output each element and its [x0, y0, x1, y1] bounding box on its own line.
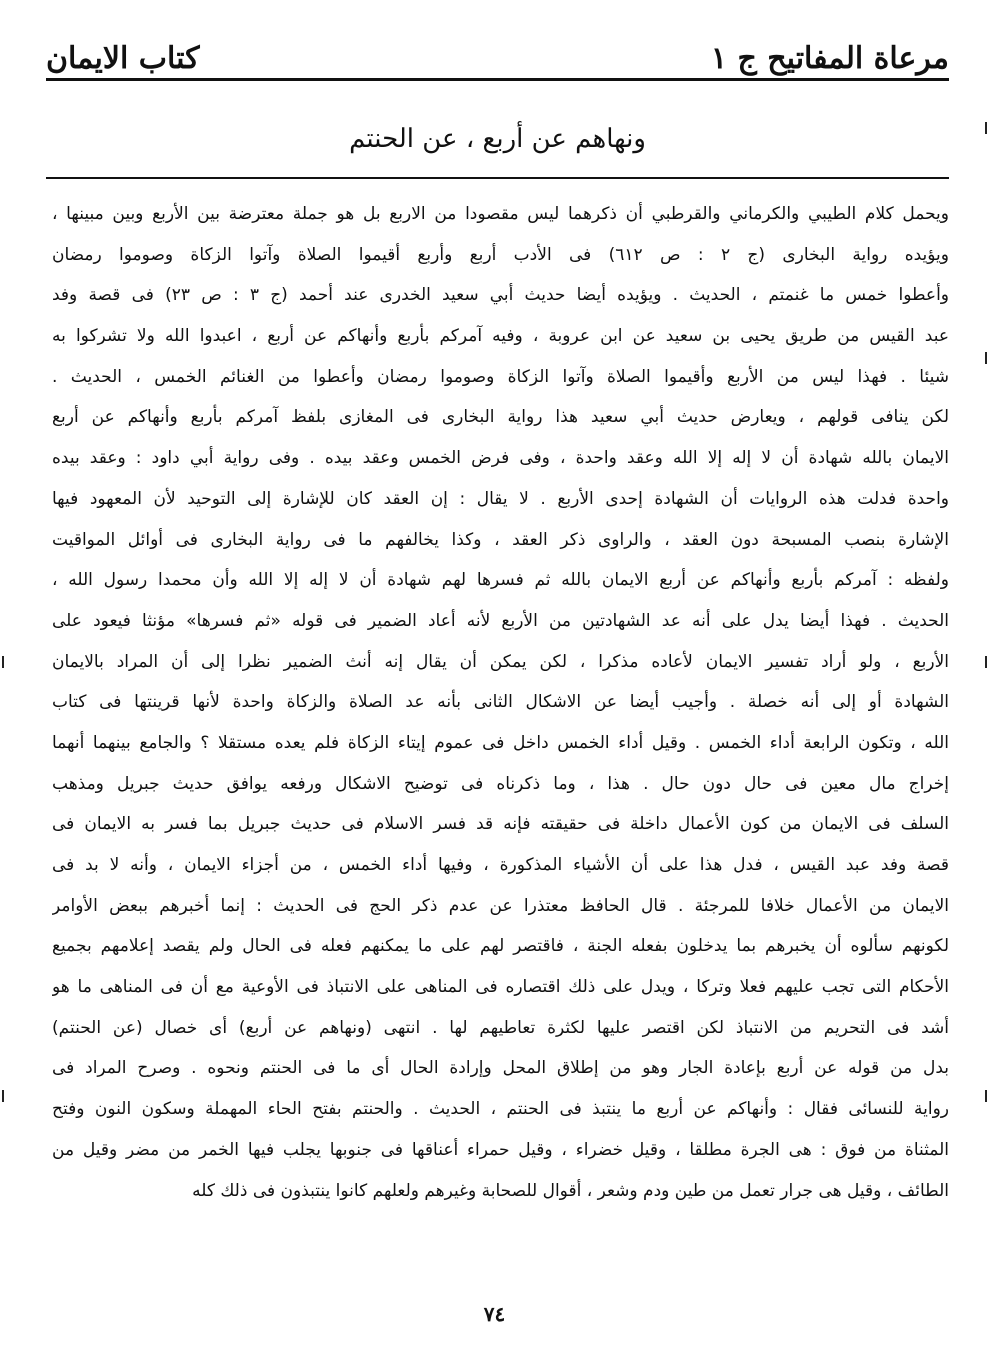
text-line: ويؤيده رواية البخارى (ج ٢ : ص ٦١٢) فى الأدب أربع وأربع أقيموا الصلاة وآتوا الزكاة وصوموا رمضان: [52, 244, 949, 265]
text-line: بدل من قوله عن أربع بإعادة الجار وهو من إطلاق المحل وإرادة الحال أى ما فى الحنتم ونحوه . وصرح المراد فى: [52, 1058, 949, 1079]
text-line: الشهادة أو إلى أنه خصلة . وأجيب أيضا عن الاشكال الثانى بأنه عد الصلاة والزكاة واحدة لأنها قرينتها فى كتاب: [52, 692, 949, 713]
text-line: الإشارة بنصب المسبحة دون العقد ، والراوى ذكر العقد ، وكذا يخالفهم ما فى رواية البخارى فى أوائل المواقيت: [52, 529, 949, 550]
text-line: الطائف ، وقيل هى جرار تعمل من طين ودم وشعر ، أقوال للصحابة وغيرهم ولعلهم كانوا ينتبذون فى ذلك كله: [192, 1180, 949, 1201]
text-line: عبد القيس من طريق يحيى بن سعيد عن ابن عروبة ، وفيه آمركم بأربع وأنهاكم عن أربع ، اعبدوا الله ولا تشركوا به: [52, 326, 949, 347]
margin-tick-mark: [985, 122, 987, 134]
text-line: ولفظه : آمركم بأربع وأنهاكم عن أربع الايمان بالله ثم فسرها لهم شهادة أن لا إله إلا الله وأن محمدا رسول الله ،: [52, 570, 949, 591]
text-line: ويحمل كلام الطيبي والكرماني والقرطبي أن ذكرهما ليس مقصودا من الاربع بل هو جملة معترضة بين الأربع وبين مبينها ،: [52, 204, 949, 224]
text-line: إخراج مال معين فى حال دون حال . هذا ، وما ذكرناه فى توضيح الاشكال ورفعه يوافق حديث جبريل ومذهب: [52, 773, 949, 794]
chapter-title: كتاب الايمان: [46, 41, 200, 76]
header-rule: [46, 78, 949, 81]
text-line: لكونهم سألوه أن يخبرهم بما يدخلون بفعله الجنة ، فاقتصر لهم على ما يمكنهم فعله فى الحال ولم يقصد إعلامهم بجميع: [52, 936, 949, 957]
text-line: لكن ينافى قولهم ، ويعارض حديث أبي سعيد هذا رواية البخارى فى المغازى بلفظ آمركم بأربع وأنهاكم عن أربع: [52, 407, 949, 428]
text-line: واحدة فدلت هذه الروايات أن الشهادة إحدى الأربع . لا يقال : إن العقد كان للإشارة إلى التوحيد لأن المعهود فيها: [52, 488, 949, 509]
margin-tick-mark: [985, 656, 987, 668]
text-line: رواية للنسائى فقال : وأنهاكم عن أربع ما ينتبذ فى الحنتم ، الحديث . والحنتم بفتح الحاء المهملة وسكون النون وفتح: [52, 1099, 949, 1120]
margin-tick-mark: [2, 1090, 4, 1102]
text-line: الايمان من الأعمال خلافا للمرجئة . قال الحافظ معتذرا عن عدم ذكر الحج فى الحديث : إنما أخبرهم ببعض الأوامر: [52, 895, 949, 916]
heading-rule: [46, 177, 949, 179]
margin-tick-mark: [985, 1090, 987, 1102]
text-line: وأعطوا خمس ما غنمتم ، الحديث . ويؤيده أيضا حديث أبي سعيد الخدرى عند أحمد (ج ٣ : ص ٢٣) فى قصة وفد: [52, 285, 949, 306]
text-line: الله ، وتكون الرابعة أداء الخمس . وقيل أداء الخمس داخل فى عموم إيتاء الزكاة فلم يعده مستقلا ؟ والجامع بينهما أنهما: [52, 732, 949, 753]
text-line: السلف فى الايمان من كون الأعمال داخلة فى حقيقته فإنه قد فسر الاسلام فى حديث جبريل بما فسر به الايمان فى: [52, 814, 949, 835]
book-title: مرعاة المفاتيح ج ١: [710, 41, 949, 76]
text-line: أشد فى التحريم من الانتباذ لكن اقتصر عليها لكثرة تعاطيهم لها . انتهى (ونهاهم عن أربع) أى خصال (عن الحنتم): [52, 1017, 949, 1038]
section-heading: ونهاهم عن أربع ، عن الحنتم: [349, 124, 646, 154]
text-line: الأحكام التى تجب عليهم فعلا وتركا ، ويدل على ذلك اقتصاره فى المناهى على الانتباذ فى الأوعية مع أن فى المناهى ما هو: [52, 977, 949, 998]
text-line: شيئا . فهذا ليس من الأربع وأقيموا الصلاة وآتوا الزكاة وصوموا رمضان وأعطوا من الغنائم الخمس ، الحديث .: [52, 366, 949, 387]
text-line: الايمان بالله شهادة أن لا إله إلا الله وعقد واحدة ، وفى فرض الخمس وعقد بيده . وفى رواية أبي داود : وعقد بيده: [52, 448, 949, 469]
page-number: ٧٤: [483, 1302, 506, 1326]
margin-tick-mark: [2, 656, 4, 668]
text-line: الأربع ، ولو أراد تفسير الايمان لأعاده مذكرا ، لكن يمكن أن يقال إنه أنث الضمير نظرا إلى أن المراد بالايمان: [52, 651, 949, 672]
text-line: قصة وفد عبد القيس ، فدل هذا على أن الأشياء المذكورة ، وفيها أداء الخمس ، من أجزاء الايمان ، وأنه لا بد فى: [52, 855, 949, 875]
text-line: المثناة من فوق : هى الجرة مطلقا ، وقيل خضراء ، وقيل حمراء أعناقها فى جنوبها يجلب فيها الخمر من مضر وقيل من: [52, 1139, 949, 1160]
body-text: [52, 194, 949, 1211]
running-header: [46, 22, 949, 74]
text-line: الحديث . فهذا أيضا يدل على أنه عد الشهادتين من الأربع لأنه أعاد الضمير فى قوله «ثم فسرها» مؤنثا فيعود على: [52, 610, 949, 631]
margin-tick-mark: [985, 352, 987, 364]
